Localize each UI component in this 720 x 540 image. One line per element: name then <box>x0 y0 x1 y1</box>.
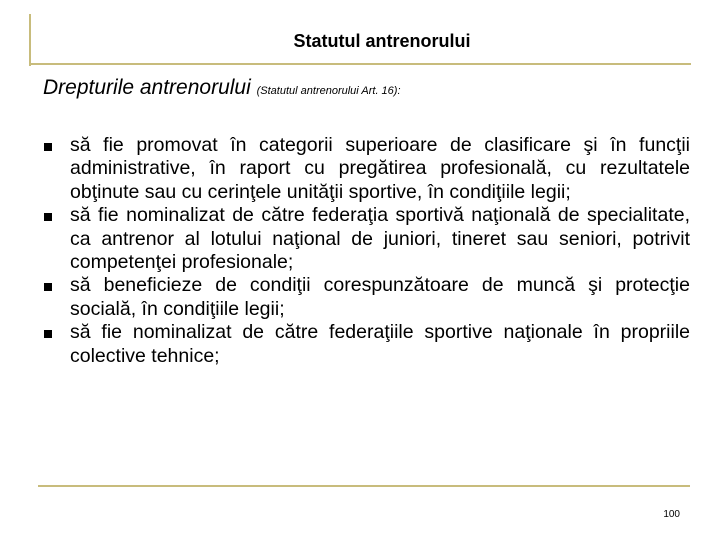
list-item <box>40 274 690 321</box>
list-item <box>40 204 690 274</box>
vertical-accent-line <box>29 14 31 66</box>
list-item <box>40 134 690 204</box>
top-divider <box>29 63 691 65</box>
square-bullet-icon <box>44 213 52 221</box>
rights-list <box>40 134 690 368</box>
page-number: 100 <box>663 509 680 520</box>
list-item-text: să fie nominalizat de către federaţiile sportive naţionale în propriile colective tehnice; <box>70 321 690 367</box>
slide-title: Statutul antrenorului <box>293 31 471 51</box>
bottom-divider <box>38 485 690 487</box>
list-item-text: să fie promovat în categorii superioare de clasificare şi în funcţii administrative, în raport cu pregătirea profesională, cu rezultatele obţinute sau cu cerinţele unităţii sportive, în condiţiile legii; <box>70 134 690 203</box>
square-bullet-icon <box>44 143 52 151</box>
slide-subtitle <box>43 76 401 100</box>
subtitle-text: Drepturile antrenorului <box>43 76 251 99</box>
list-item <box>40 321 690 368</box>
square-bullet-icon <box>44 283 52 291</box>
list-item-text: să fie nominalizat de către federaţia sportivă naţională de specialitate, ca antrenor al lotului naţional de juniori, tineret sau seniori, potrivit competenţei profesionale; <box>70 204 690 274</box>
square-bullet-icon <box>44 330 52 338</box>
list-item-text: să beneficieze de condiţii corespunzătoare de muncă şi protecţie socială, în condiţiile legii; <box>70 274 690 320</box>
subtitle-reference: (Statutul antrenorului Art. 16): <box>256 85 401 97</box>
